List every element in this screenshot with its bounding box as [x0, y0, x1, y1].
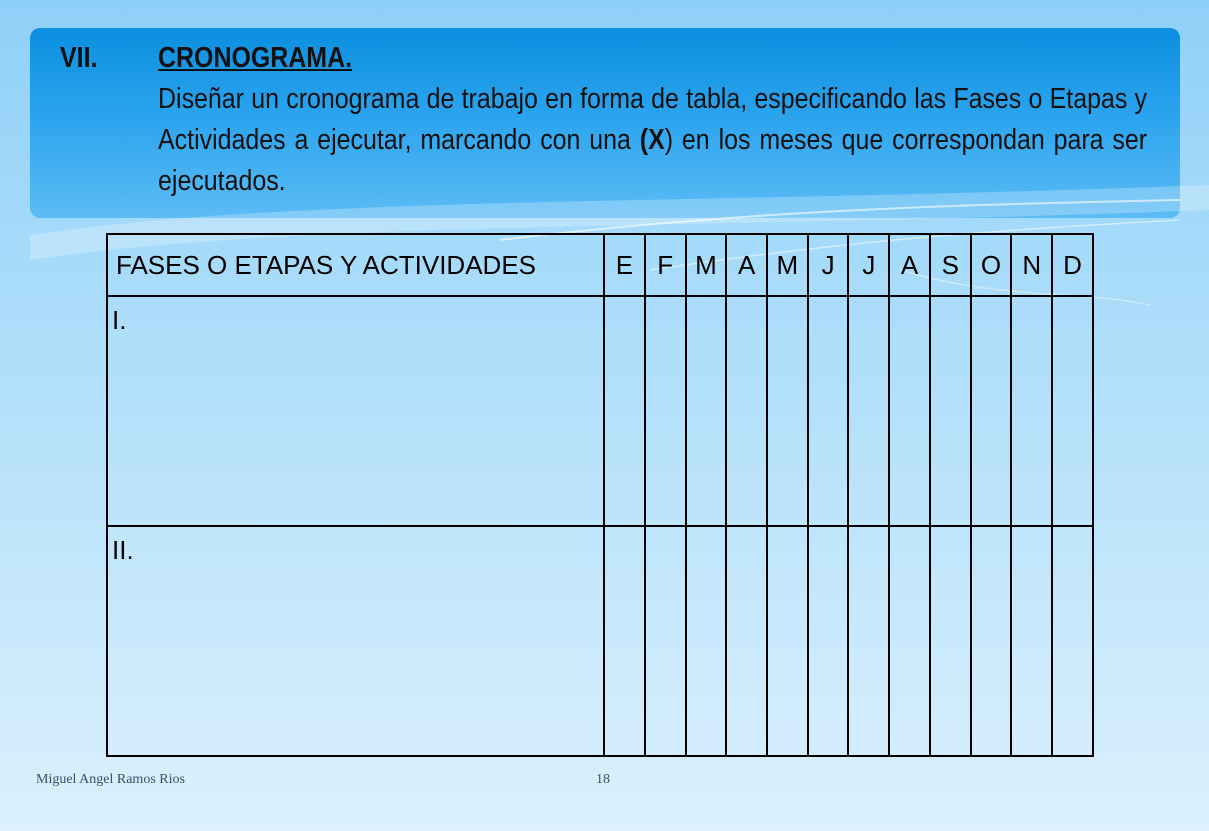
month-cell	[808, 296, 849, 526]
table-row	[107, 526, 1093, 756]
section-instructions	[158, 79, 1147, 202]
month-cell	[889, 526, 930, 756]
month-cell	[930, 296, 971, 526]
footer-author: Miguel Angel Ramos Rios	[36, 772, 185, 787]
month-cell	[726, 296, 767, 526]
month-cell	[1052, 526, 1093, 756]
month-cell	[767, 526, 808, 756]
instructions-mark: (X	[639, 124, 665, 156]
table-row	[107, 296, 1093, 526]
month-cell	[645, 296, 686, 526]
schedule-table	[106, 233, 1094, 757]
month-cell	[767, 296, 808, 526]
month-cell	[971, 526, 1012, 756]
header-month: F	[645, 234, 686, 296]
month-cell	[1011, 526, 1052, 756]
instructions-text-1: Diseñar un cronograma de trabajo en forma de tabla, especificando las Fases o Etapas y Actividades a ejecutar, marcando con una	[158, 83, 1148, 156]
month-cell	[848, 296, 889, 526]
header-month: A	[726, 234, 767, 296]
page-number: 18	[596, 772, 610, 787]
month-cell	[848, 526, 889, 756]
header-month: J	[808, 234, 849, 296]
month-cell	[604, 296, 645, 526]
header-phases: FASES O ETAPAS Y ACTIVIDADES	[107, 234, 604, 296]
section-title: CRONOGRAMA.	[158, 42, 353, 74]
header-month: M	[686, 234, 727, 296]
header-month: D	[1052, 234, 1093, 296]
table-header-row	[107, 234, 1093, 296]
phase-label: I.	[107, 296, 604, 526]
month-cell	[930, 526, 971, 756]
header-month: M	[767, 234, 808, 296]
section-heading	[60, 38, 1148, 202]
month-cell	[971, 296, 1012, 526]
phase-label: II.	[107, 526, 604, 756]
header-month: A	[889, 234, 930, 296]
month-cell	[808, 526, 849, 756]
month-cell	[686, 296, 727, 526]
header-month: S	[930, 234, 971, 296]
month-cell	[686, 526, 727, 756]
month-cell	[604, 526, 645, 756]
header-month: J	[848, 234, 889, 296]
header-month: O	[971, 234, 1012, 296]
header-month: E	[604, 234, 645, 296]
month-cell	[1052, 296, 1093, 526]
instructions-text-2: ) en los meses que correspondan para ser ejecutados.	[158, 124, 1148, 197]
month-cell	[726, 526, 767, 756]
month-cell	[645, 526, 686, 756]
section-number: VII.	[60, 42, 98, 74]
header-month: N	[1011, 234, 1052, 296]
month-cell	[1011, 296, 1052, 526]
month-cell	[889, 296, 930, 526]
